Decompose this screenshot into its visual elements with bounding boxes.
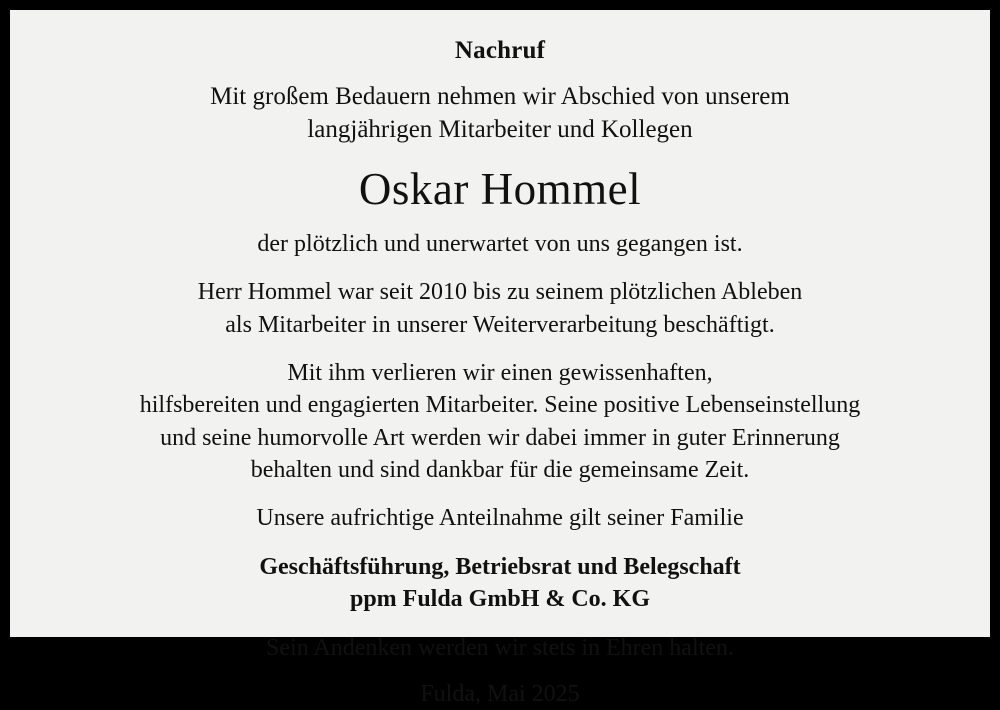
notice-place-date: Fulda, Mai 2025 [420, 681, 580, 708]
notice-signature-line-1: Geschäftsführung, Betriebsrat und Belegschaft [259, 553, 741, 580]
notice-heading: Nachruf [454, 37, 546, 64]
notice-signature-line-2: ppm Fulda GmbH & Co. KG [349, 586, 651, 613]
notice-subline: der plötzlich und unerwartet von uns gegangen ist. [257, 230, 743, 257]
obituary-notice [10, 10, 990, 708]
notice-service-text [198, 276, 803, 341]
notice-intro-line-2: langjährigen Mitarbeiter und Kollegen [307, 116, 693, 143]
notice-signature [259, 551, 740, 616]
notice-tribute-line-3: und seine humorvolle Art werden wir dabei immer in guter Erinnerung [160, 424, 840, 451]
notice-closing: Sein Andenken werden wir stets in Ehren halten. [266, 634, 734, 661]
notice-condolence: Unsere aufrichtige Anteilnahme gilt seiner Familie [256, 505, 744, 532]
notice-service-line-2: als Mitarbeiter in unserer Weiterverarbeitung beschäftigt. [225, 311, 775, 338]
notice-tribute-line-4: behalten und sind dankbar für die gemeinsame Zeit. [250, 457, 750, 484]
notice-tribute-text [140, 357, 860, 487]
deceased-name: Oskar Hommel [358, 164, 642, 214]
notice-tribute-line-2: hilfsbereiten und engagierten Mitarbeiter. Seine positive Lebenseinstellung [139, 392, 861, 419]
notice-tribute-line-1: Mit ihm verlieren wir einen gewissenhaften, [287, 359, 713, 386]
notice-intro-line-1: Mit großem Bedauern nehmen wir Abschied von unserem [210, 83, 790, 110]
notice-intro [210, 80, 790, 146]
notice-service-line-1: Herr Hommel war seit 2010 bis zu seinem plötzlichen Ableben [197, 279, 803, 306]
